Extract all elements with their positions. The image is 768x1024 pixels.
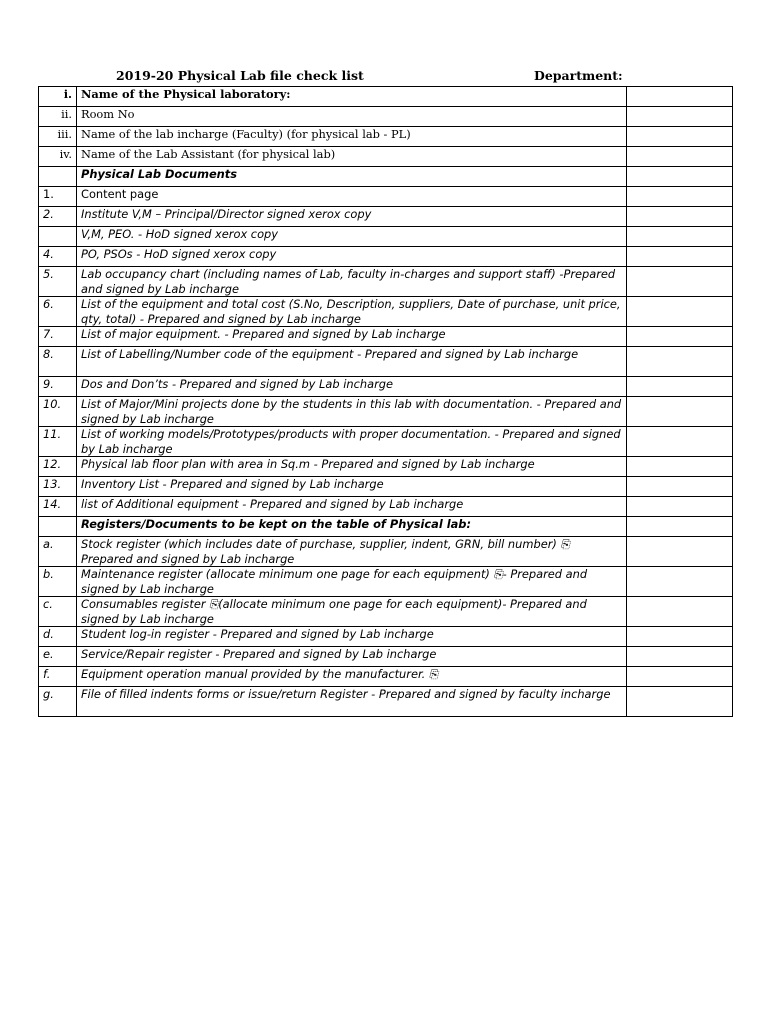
table-row: [39, 567, 733, 597]
table-row: [39, 397, 733, 427]
section-heading: Physical Lab Documents: [77, 167, 627, 187]
row-text: Dos and Don’ts - Prepared and signed by Lab incharge: [77, 377, 627, 397]
check-cell: [627, 497, 733, 517]
row-number: 13.: [39, 477, 77, 497]
row-number: c.: [39, 597, 77, 627]
row-number: e.: [39, 647, 77, 667]
row-number: iv.: [39, 147, 77, 167]
row-number: d.: [39, 627, 77, 647]
check-cell: [627, 297, 733, 327]
row-text: Room No: [77, 107, 627, 127]
row-text: Institute V,M – Principal/Director signed xerox copy: [77, 207, 627, 227]
table-row: [39, 297, 733, 327]
row-number: 7.: [39, 327, 77, 347]
row-number: a.: [39, 537, 77, 567]
row-number: ii.: [39, 107, 77, 127]
row-text: File of filled indents forms or issue/return Register - Prepared and signed by faculty incharge: [77, 687, 627, 717]
row-text: Physical lab floor plan with area in Sq.m - Prepared and signed by Lab incharge: [77, 457, 627, 477]
row-number: g.: [39, 687, 77, 717]
check-cell: [627, 327, 733, 347]
table-row: [39, 647, 733, 667]
page-header: [38, 68, 731, 86]
check-cell: [627, 377, 733, 397]
row-text: Consumables register ⎘(allocate minimum one page for each equipment)- Prepared and signed by Lab incharge: [77, 597, 627, 627]
department-label: Department:: [534, 68, 623, 83]
table-row: [39, 207, 733, 227]
row-number: 14.: [39, 497, 77, 517]
check-cell: [627, 107, 733, 127]
row-text: PO, PSOs - HoD signed xerox copy: [77, 247, 627, 267]
row-number: 11.: [39, 427, 77, 457]
row-number: i.: [39, 87, 77, 107]
row-text: list of Additional equipment - Prepared and signed by Lab incharge: [77, 497, 627, 517]
table-row: [39, 187, 733, 207]
section-heading-row: [39, 167, 733, 187]
row-text: V,M, PEO. - HoD signed xerox copy: [77, 227, 627, 247]
table-row: [39, 667, 733, 687]
row-number: f.: [39, 667, 77, 687]
check-cell: [627, 597, 733, 627]
row-number: 1.: [39, 187, 77, 207]
check-cell: [627, 167, 733, 187]
check-cell: [627, 627, 733, 647]
row-text: Content page: [77, 187, 627, 207]
section-heading: Registers/Documents to be kept on the table of Physical lab:: [77, 517, 627, 537]
row-number: 12.: [39, 457, 77, 477]
check-cell: [627, 267, 733, 297]
check-cell: [627, 187, 733, 207]
row-text: Name of the Physical laboratory:: [77, 87, 627, 107]
row-number: iii.: [39, 127, 77, 147]
check-cell: [627, 427, 733, 457]
row-number: 4.: [39, 247, 77, 267]
table-row: [39, 457, 733, 477]
row-number: 5.: [39, 267, 77, 297]
check-cell: [627, 347, 733, 377]
table-row: [39, 347, 733, 377]
table-row: [39, 687, 733, 717]
table-row: [39, 597, 733, 627]
check-cell: [627, 127, 733, 147]
row-text: Student log-in register - Prepared and signed by Lab incharge: [77, 627, 627, 647]
row-text: Name of the lab incharge (Faculty) (for physical lab - PL): [77, 127, 627, 147]
row-text: Maintenance register (allocate minimum one page for each equipment) ⎘- Prepared and signed by Lab incharge: [77, 567, 627, 597]
row-text: List of the equipment and total cost (S.No, Description, suppliers, Date of purchase, unit price, qty, total) - Prepared and signed by Lab incharge: [77, 297, 627, 327]
checklist-table: [38, 86, 733, 717]
section-heading-row: [39, 517, 733, 537]
check-cell: [627, 207, 733, 227]
row-number: 10.: [39, 397, 77, 427]
row-number: 8.: [39, 347, 77, 377]
table-row: [39, 87, 733, 107]
check-cell: [627, 687, 733, 717]
row-text: List of Labelling/Number code of the equipment - Prepared and signed by Lab incharge: [77, 347, 627, 377]
row-text: Service/Repair register - Prepared and signed by Lab incharge: [77, 647, 627, 667]
row-text: Lab occupancy chart (including names of Lab, faculty in-charges and support staff) -Prepared and signed by Lab incharge: [77, 267, 627, 297]
check-cell: [627, 227, 733, 247]
table-row: [39, 147, 733, 167]
check-cell: [627, 87, 733, 107]
row-number: [39, 517, 77, 537]
row-text: Stock register (which includes date of purchase, supplier, indent, GRN, bill number) ⎘ Prepared and signed by Lab incharge: [77, 537, 627, 567]
row-number: [39, 167, 77, 187]
row-number: 6.: [39, 297, 77, 327]
table-row: [39, 267, 733, 297]
table-row: [39, 227, 733, 247]
table-row: [39, 247, 733, 267]
row-number: 9.: [39, 377, 77, 397]
row-number: 2.: [39, 207, 77, 227]
row-number: b.: [39, 567, 77, 597]
checklist-title: 2019-20 Physical Lab file check list: [116, 68, 364, 83]
check-cell: [627, 477, 733, 497]
table-row: [39, 427, 733, 457]
row-text: List of Major/Mini projects done by the students in this lab with documentation. - Prepared and signed by Lab incharge: [77, 397, 627, 427]
check-cell: [627, 247, 733, 267]
row-text: Inventory List - Prepared and signed by Lab incharge: [77, 477, 627, 497]
table-row: [39, 377, 733, 397]
check-cell: [627, 397, 733, 427]
table-row: [39, 127, 733, 147]
row-text: Equipment operation manual provided by the manufacturer. ⎘: [77, 667, 627, 687]
table-row: [39, 537, 733, 567]
check-cell: [627, 567, 733, 597]
row-text: List of working models/Prototypes/products with proper documentation. - Prepared and signed by Lab incharge: [77, 427, 627, 457]
check-cell: [627, 147, 733, 167]
table-row: [39, 477, 733, 497]
check-cell: [627, 537, 733, 567]
row-number: [39, 227, 77, 247]
table-row: [39, 497, 733, 517]
table-row: [39, 627, 733, 647]
check-cell: [627, 517, 733, 537]
check-cell: [627, 647, 733, 667]
row-text: List of major equipment. - Prepared and signed by Lab incharge: [77, 327, 627, 347]
check-cell: [627, 667, 733, 687]
check-cell: [627, 457, 733, 477]
table-row: [39, 327, 733, 347]
table-row: [39, 107, 733, 127]
row-text: Name of the Lab Assistant (for physical lab): [77, 147, 627, 167]
